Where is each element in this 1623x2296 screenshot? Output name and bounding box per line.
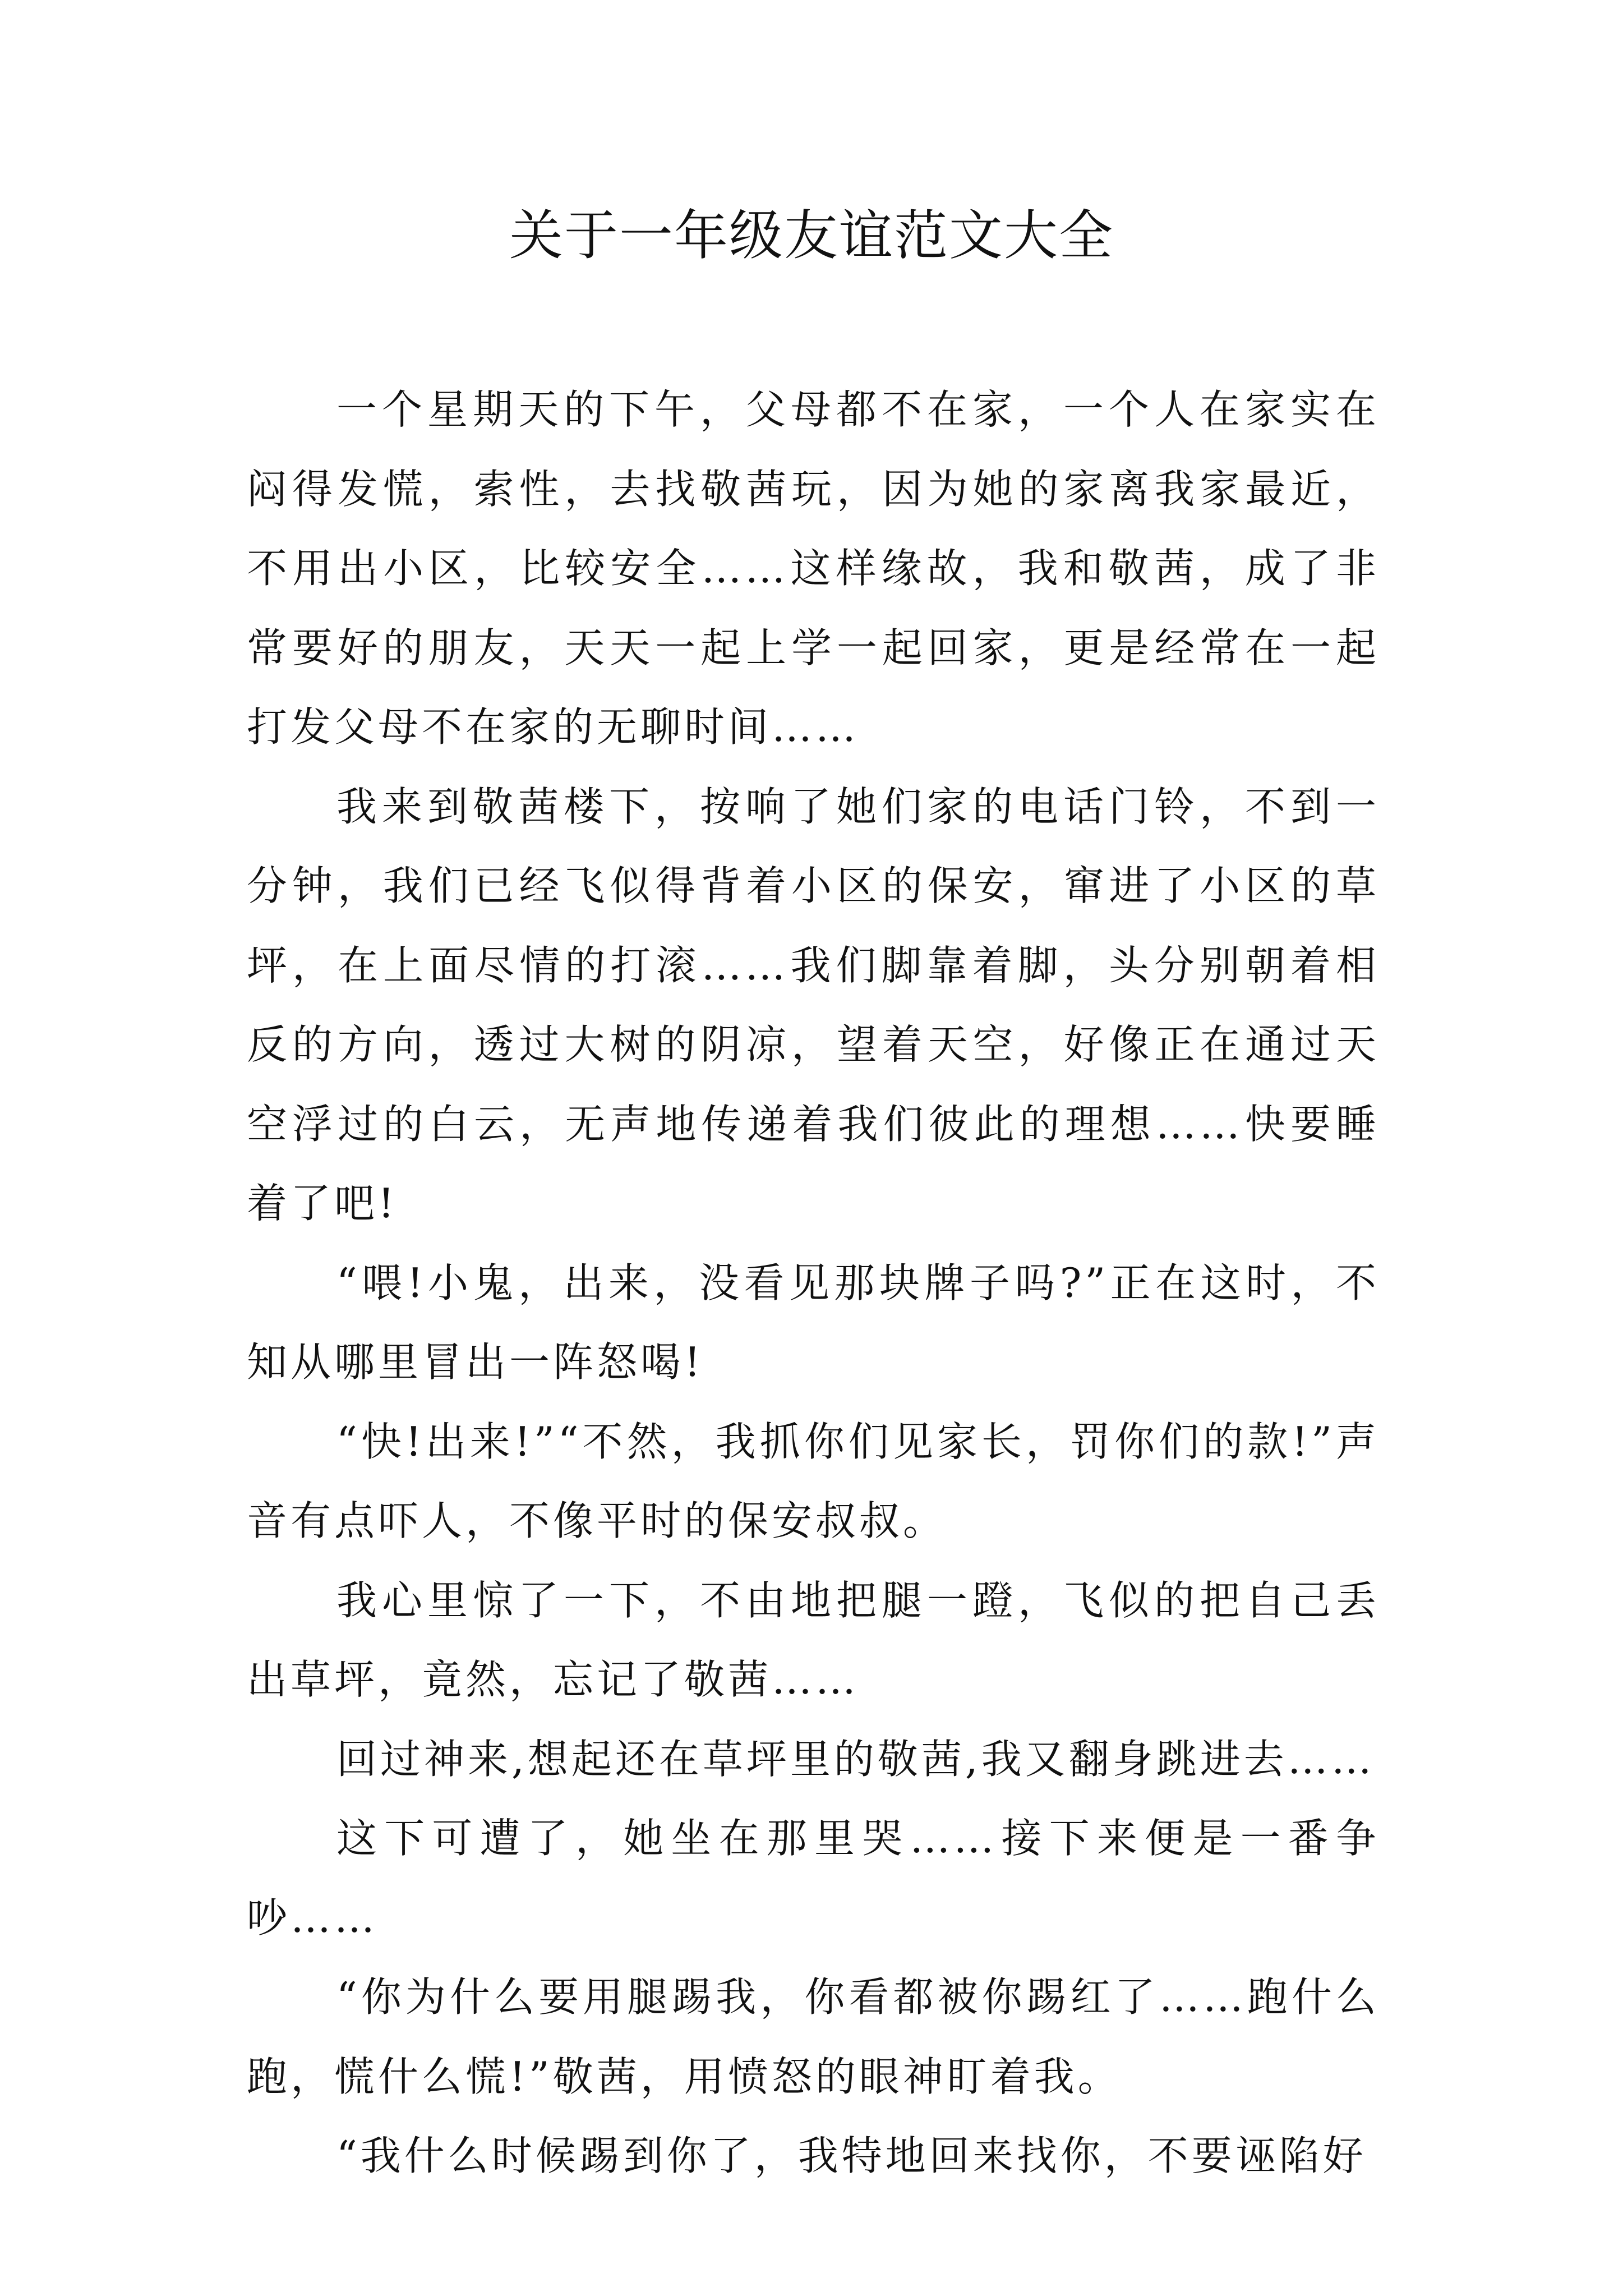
body-paragraph: “快!出来!”“不然，我抓你们见家长，罚你们的款!”声音有点吓人，不像平时的保安叔叔。 [247,1418,1380,1544]
body-paragraph: 我来到敬茜楼下，按响了她们家的电话门铃，不到一分钟，我们已经飞似得背着小区的保安，窜进了小区的草坪，在上面尽情的打滚……我们脚靠着脚，头分别朝着相反的方向，透过大树的阴凉，望着天空，好像正在通过天空浮过的白云，无声地传递着我们彼此的理想……快要睡着了吧! [247,783,1380,1227]
body-paragraph: “你为什么要用腿踢我，你看都被你踢红了……跑什么跑，慌什么慌!”敬茜，用愤怒的眼神盯着我。 [247,1973,1380,2100]
body-paragraph: 这下可遭了，她坐在那里哭……接下来便是一番争吵…… [247,1815,1380,1941]
document-body [247,370,1380,2196]
body-paragraph: “喂!小鬼，出来，没看见那块牌子吗?”正在这时，不知从哪里冒出一阵怒喝! [247,1259,1380,1386]
document-title: 关于一年级友谊范文大全 [509,204,1114,267]
body-paragraph: 一个星期天的下午，父母都不在家，一个人在家实在闷得发慌，索性，去找敬茜玩，因为她的家离我家最近，不用出小区，比较安全……这样缘故，我和敬茜，成了非常要好的朋友，天天一起上学一起回家，更是经常在一起打发父母不在家的无聊时间…… [247,386,1380,751]
body-paragraph: 我心里惊了一下，不由地把腿一蹬，飞似的把自己丢出草坪，竟然，忘记了敬茜…… [247,1576,1380,1703]
body-paragraph: “我什么时候踢到你了，我特地回来找你，不要诬陷好 [336,2132,1367,2179]
body-paragraph: 回过神来,想起还在草坪里的敬茜,我又翻身跳进去…… [336,1735,1375,1783]
